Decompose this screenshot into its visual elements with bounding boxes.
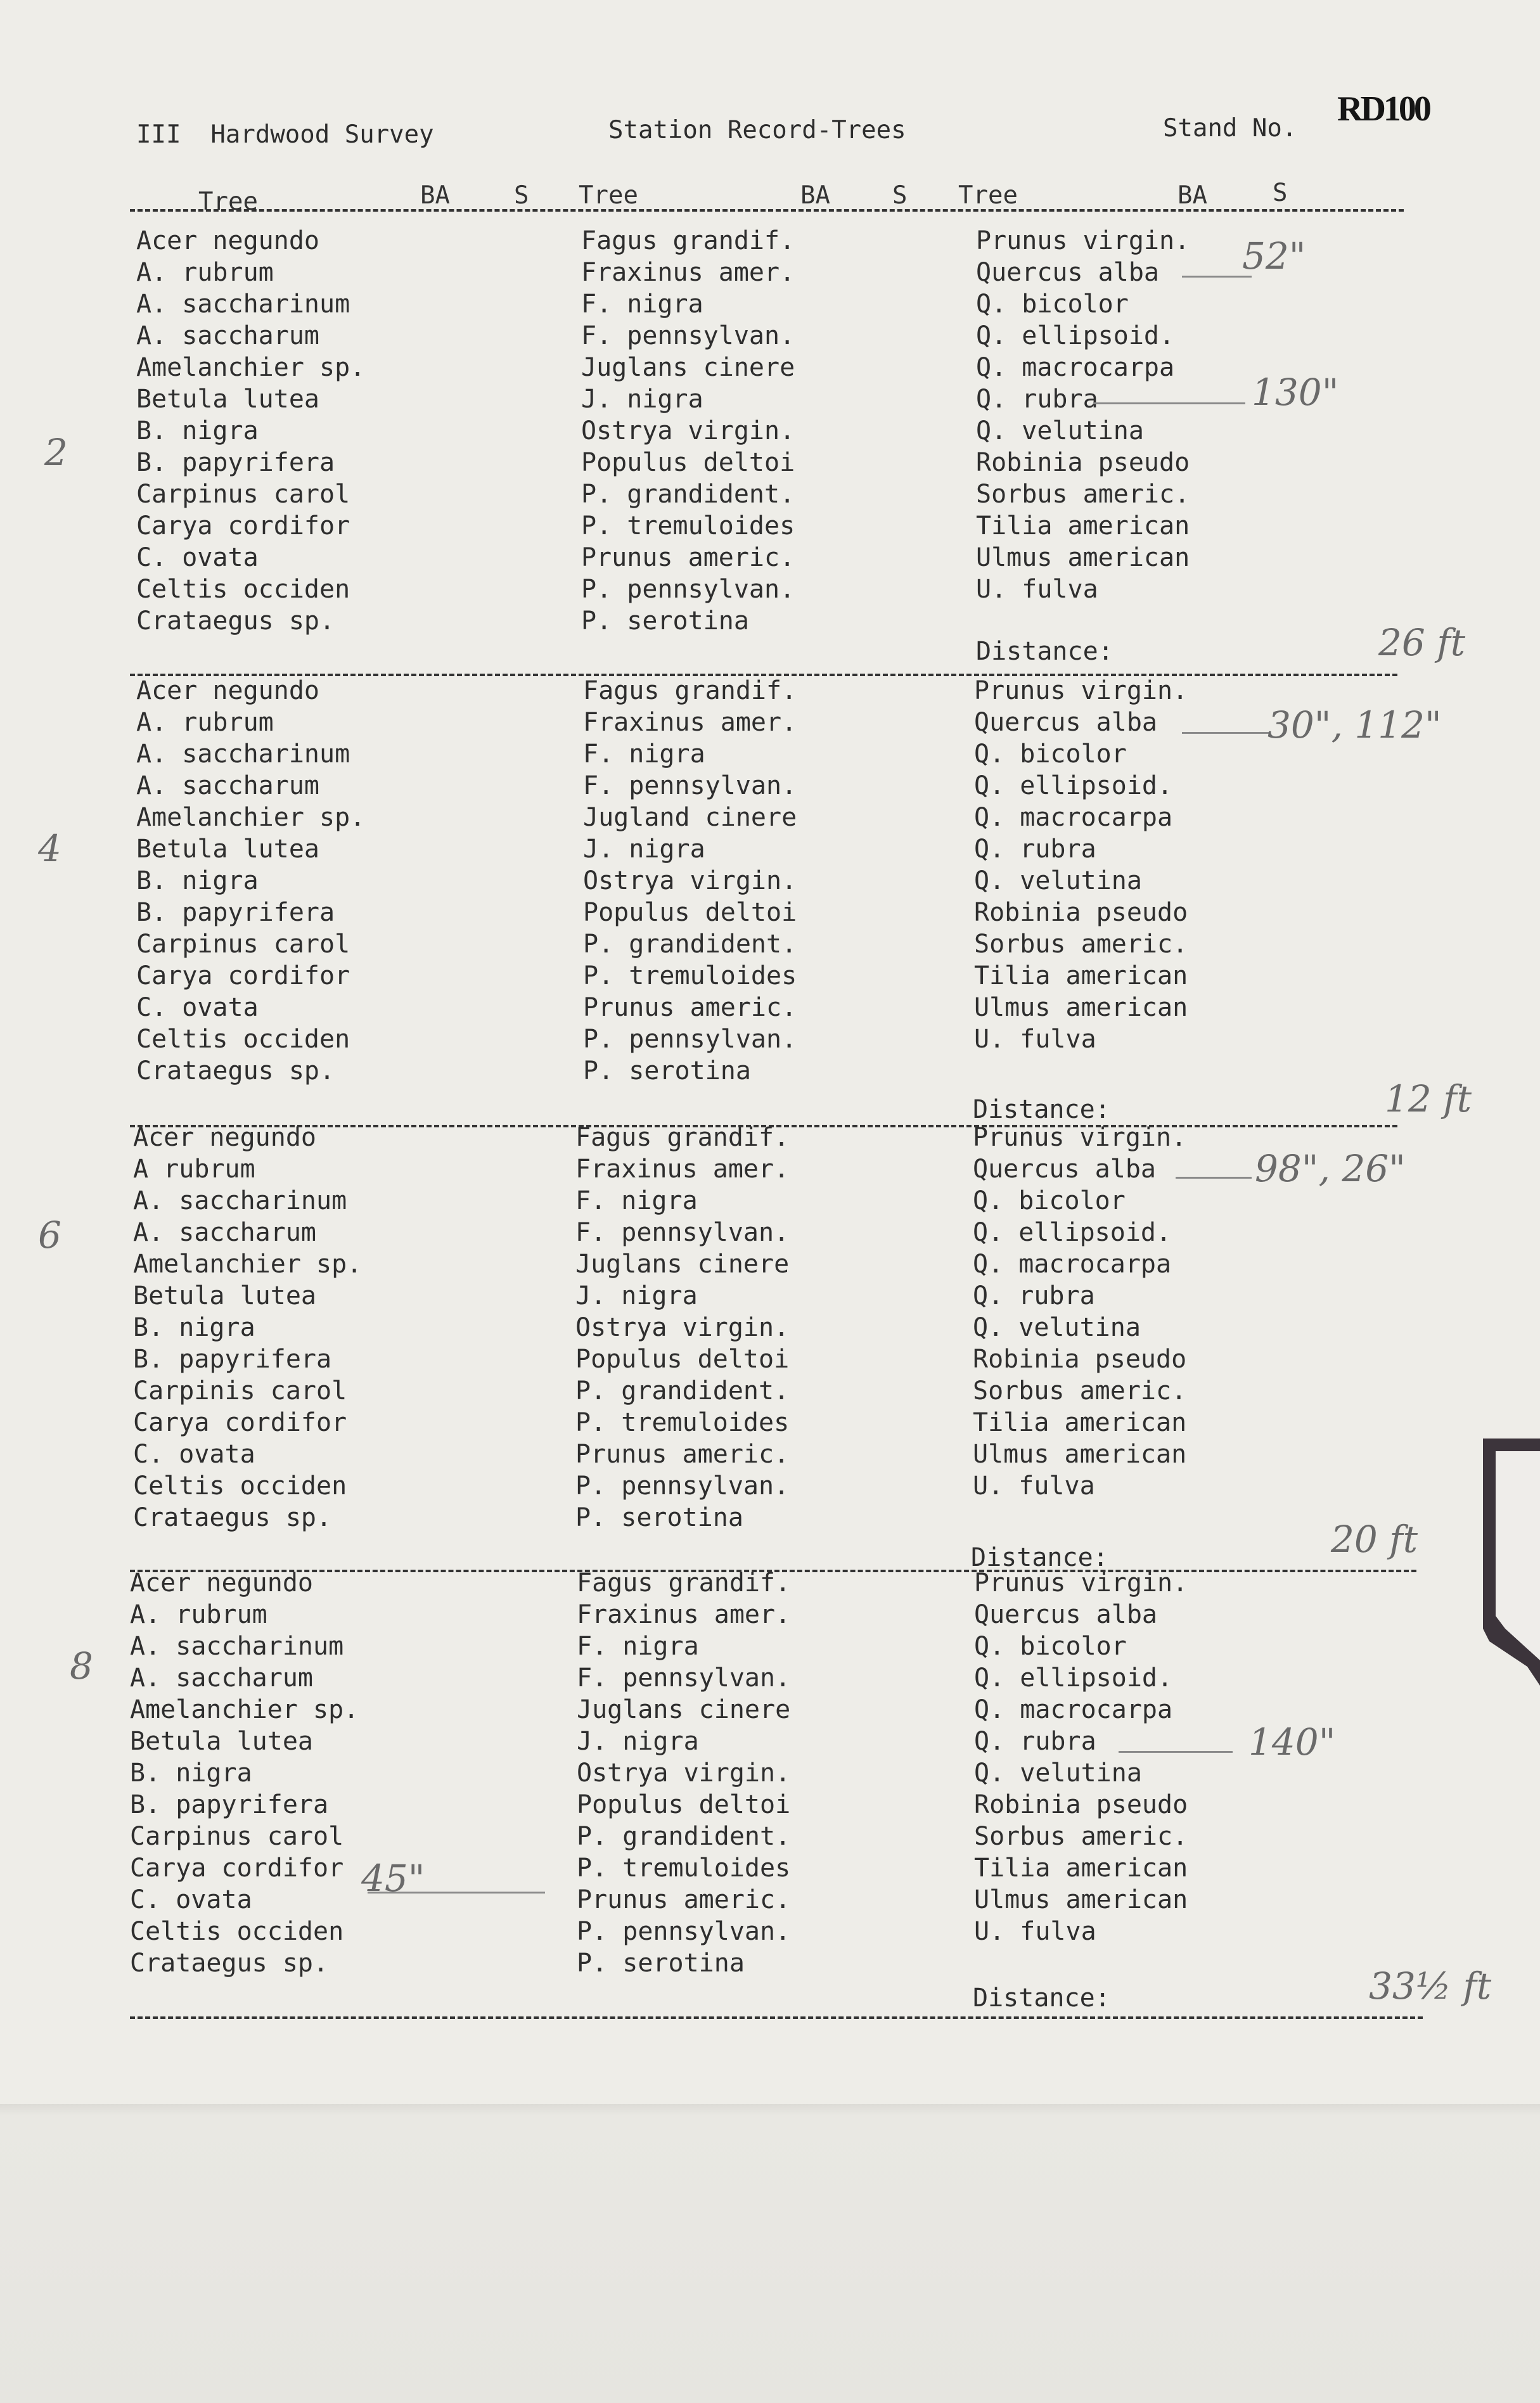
tree-entry: Sorbus americ. xyxy=(973,1376,1187,1406)
tree-entry: Fraxinus amer. xyxy=(577,1600,791,1629)
tree-entry: A. rubrum xyxy=(130,1600,267,1629)
tree-entry: Sorbus americ. xyxy=(974,1822,1188,1851)
handwritten-distance: 26 ft xyxy=(1378,621,1466,664)
tree-entry: Robinia pseudo xyxy=(976,448,1190,477)
tree-entry: B. papyrifera xyxy=(133,1345,332,1374)
tree-entry: Q. rubra xyxy=(974,1727,1096,1756)
tree-entry: Prunus virgin. xyxy=(973,1123,1187,1152)
margin-mark: 8 xyxy=(70,1644,93,1688)
tree-entry: J. nigra xyxy=(575,1281,698,1310)
tree-entry: Carya cordifor xyxy=(130,1854,344,1883)
tree-entry: Acer negundo xyxy=(133,1123,316,1152)
annotation-line xyxy=(1119,1751,1233,1753)
tree-entry: Betula lutea xyxy=(133,1281,316,1310)
tree-entry: B. nigra xyxy=(133,1313,255,1342)
tree-entry: C. ovata xyxy=(136,543,259,572)
tree-entry: Q. rubra xyxy=(976,385,1098,414)
tree-entry: A. saccharinum xyxy=(133,1186,347,1215)
handwritten-note: 52" xyxy=(1242,234,1306,278)
section-4-column-2 xyxy=(577,1567,790,1979)
tree-entry: Amelanchier sp. xyxy=(133,1250,363,1279)
tree-entry: Betula lutea xyxy=(136,835,319,864)
tree-entry: Populus deltoi xyxy=(575,1345,790,1374)
tree-entry: Celtis occiden xyxy=(136,575,350,604)
tree-entry: A. rubrum xyxy=(136,708,274,737)
tree-entry: Carpinus carol xyxy=(136,930,350,959)
tree-entry: Celtis occiden xyxy=(136,1025,350,1054)
tree-entry: Q. ellipsoid. xyxy=(974,771,1173,800)
col-header-ba-2: BA xyxy=(800,181,830,210)
tree-entry: Carya cordifor xyxy=(136,511,350,541)
tree-entry: Q. macrocarpa xyxy=(973,1250,1172,1279)
annotation-line xyxy=(1093,402,1245,404)
tree-entry: Robinia pseudo xyxy=(973,1345,1187,1374)
tree-entry: Tilia american xyxy=(976,511,1190,541)
margin-mark: 4 xyxy=(38,827,61,870)
col-header-ba-3: BA xyxy=(1177,181,1207,210)
tree-entry: Juglans cinere xyxy=(577,1695,791,1724)
tree-entry: Q. velutina xyxy=(973,1313,1141,1342)
tree-entry: F. pennsylvan. xyxy=(583,771,797,800)
tree-entry: Robinia pseudo xyxy=(974,1790,1188,1819)
annotation-line xyxy=(1182,732,1271,734)
tree-entry: Prunus americ. xyxy=(581,543,795,572)
tree-entry: F. nigra xyxy=(575,1186,698,1215)
tree-entry: Robinia pseudo xyxy=(974,898,1188,927)
tree-entry: Ulmus american xyxy=(976,543,1190,572)
tree-entry: Sorbus americ. xyxy=(976,480,1190,509)
tree-entry: Q. macrocarpa xyxy=(976,353,1175,382)
tree-entry: Carya cordifor xyxy=(136,961,350,990)
tree-entry: F. pennsylvan. xyxy=(575,1218,790,1247)
tree-entry: Fraxinus amer. xyxy=(583,708,797,737)
tree-entry: Fagus grandif. xyxy=(583,676,797,705)
tree-entry: F. pennsylvan. xyxy=(581,321,795,350)
tree-entry: Q. velutina xyxy=(974,866,1142,895)
tree-entry: Crataegus sp. xyxy=(130,1949,329,1978)
tree-entry: Q. velutina xyxy=(974,1759,1142,1788)
handwritten-note: 140" xyxy=(1248,1721,1336,1764)
tree-entry: Juglans cinere xyxy=(581,353,795,382)
tree-entry: Jugland cinere xyxy=(583,803,797,832)
tree-entry: Celtis occiden xyxy=(133,1471,347,1501)
tree-entry: P. serotina xyxy=(575,1503,743,1532)
tree-entry: P. tremuloides xyxy=(577,1854,791,1883)
tree-entry: Betula lutea xyxy=(130,1727,313,1756)
tree-entry: F. nigra xyxy=(581,290,703,319)
tree-entry: Ostrya virgin. xyxy=(581,416,795,445)
col-header-s-2: S xyxy=(892,181,908,210)
annotation-line xyxy=(1182,276,1252,278)
tree-entry: B. papyrifera xyxy=(130,1790,329,1819)
tree-entry: B. nigra xyxy=(136,866,259,895)
tree-entry: U. fulva xyxy=(973,1471,1095,1501)
tree-entry: P. grandident. xyxy=(577,1822,791,1851)
tree-entry: A rubrum xyxy=(133,1155,255,1184)
handwritten-note: 130" xyxy=(1252,371,1339,414)
tree-entry: Acer negundo xyxy=(136,676,319,705)
tree-entry: P. serotina xyxy=(581,606,749,636)
tree-entry: P. tremuloides xyxy=(583,961,797,990)
tree-entry: Prunus americ. xyxy=(577,1885,791,1914)
tree-entry: Quercus alba xyxy=(976,258,1159,287)
tree-entry: Q. bicolor xyxy=(973,1186,1126,1215)
annotation-line xyxy=(1176,1177,1252,1179)
tree-entry: P. tremuloides xyxy=(581,511,795,541)
tree-entry: Ostrya virgin. xyxy=(583,866,797,895)
tree-entry: Amelanchier sp. xyxy=(136,353,366,382)
tree-entry: Q. macrocarpa xyxy=(974,1695,1173,1724)
tree-entry: A. saccharum xyxy=(136,321,319,350)
tree-entry: Amelanchier sp. xyxy=(130,1695,359,1724)
tree-entry: J. nigra xyxy=(583,835,705,864)
section-1-column-1 xyxy=(136,225,365,637)
tree-entry: Fraxinus amer. xyxy=(581,258,795,287)
handwritten-note: 45" xyxy=(361,1857,425,1900)
tree-entry: J. nigra xyxy=(581,385,703,414)
tree-entry: Carya cordifor xyxy=(133,1408,347,1437)
tree-entry: Amelanchier sp. xyxy=(136,803,366,832)
paper-tab-edge xyxy=(1477,1439,1540,1686)
tree-entry: Carpinis carol xyxy=(133,1376,347,1406)
tree-entry: Q. macrocarpa xyxy=(974,803,1173,832)
tree-entry: B. nigra xyxy=(130,1759,252,1788)
handwritten-distance: 20 ft xyxy=(1331,1518,1418,1561)
col-header-tree-2: Tree xyxy=(579,181,638,210)
distance-label: Distance: xyxy=(973,1095,1110,1124)
tree-entry: P. grandident. xyxy=(581,480,795,509)
tree-entry: Quercus alba xyxy=(973,1155,1156,1184)
tree-entry: B. nigra xyxy=(136,416,259,445)
tree-entry: A. saccharinum xyxy=(130,1632,344,1661)
section-3-column-1 xyxy=(133,1122,362,1534)
tree-entry: P. grandident. xyxy=(575,1376,790,1406)
tree-entry: P. pennsylvan. xyxy=(583,1025,797,1054)
tree-entry: Acer negundo xyxy=(136,226,319,255)
tree-entry: Crataegus sp. xyxy=(136,606,335,636)
stand-number-stamp: RD100 xyxy=(1337,89,1429,129)
section-2-column-3 xyxy=(974,675,1188,1055)
section-2-column-1 xyxy=(136,675,365,1087)
distance-label: Distance: xyxy=(973,1983,1110,2013)
tree-entry: Populus deltoi xyxy=(581,448,795,477)
tree-entry: Carpinus carol xyxy=(130,1822,344,1851)
tree-entry: C. ovata xyxy=(130,1885,252,1914)
tree-entry: Ostrya virgin. xyxy=(575,1313,790,1342)
tree-entry: Fagus grandif. xyxy=(575,1123,790,1152)
tree-entry: U. fulva xyxy=(974,1025,1096,1054)
tree-entry: Populus deltoi xyxy=(577,1790,791,1819)
tree-entry: Tilia american xyxy=(974,961,1188,990)
tree-entry: A. saccharinum xyxy=(136,740,350,769)
tree-entry: Quercus alba xyxy=(974,1600,1157,1629)
tree-entry: Q. bicolor xyxy=(976,290,1129,319)
tree-entry: U. fulva xyxy=(976,575,1098,604)
survey-title: III Hardwood Survey xyxy=(136,120,434,149)
tree-entry: Quercus alba xyxy=(974,708,1157,737)
tree-entry: A. rubrum xyxy=(136,258,274,287)
tree-entry: Ostrya virgin. xyxy=(577,1759,791,1788)
handwritten-distance: 33½ ft xyxy=(1369,1964,1492,2008)
paper-fold xyxy=(0,2104,1540,2403)
tree-entry: Q. bicolor xyxy=(974,740,1127,769)
tree-entry: Carpinus carol xyxy=(136,480,350,509)
tree-entry: B. papyrifera xyxy=(136,898,335,927)
tree-entry: Q. rubra xyxy=(973,1281,1095,1310)
tree-entry: A. saccharum xyxy=(136,771,319,800)
handwritten-distance: 12 ft xyxy=(1385,1077,1472,1120)
col-header-s-1: S xyxy=(514,181,529,210)
tree-entry: U. fulva xyxy=(974,1917,1096,1946)
margin-mark: 2 xyxy=(44,431,68,474)
tree-entry: P. pennsylvan. xyxy=(577,1917,791,1946)
tree-entry: F. nigra xyxy=(583,740,705,769)
tree-entry: A. saccharum xyxy=(133,1218,316,1247)
tree-entry: C. ovata xyxy=(136,993,259,1022)
handwritten-note: 30", 112" xyxy=(1267,703,1442,747)
tree-entry: Crataegus sp. xyxy=(136,1056,335,1086)
section-3-column-3 xyxy=(973,1122,1186,1502)
tree-entry: Tilia american xyxy=(973,1408,1187,1437)
tree-entry: Q. rubra xyxy=(974,835,1096,864)
tree-entry: Celtis occiden xyxy=(130,1917,344,1946)
tree-entry: Q. ellipsoid. xyxy=(973,1218,1172,1247)
tree-entry: P. pennsylvan. xyxy=(581,575,795,604)
margin-mark: 6 xyxy=(38,1214,61,1257)
station-section-1 xyxy=(0,225,1540,669)
tree-entry: Fagus grandif. xyxy=(581,226,795,255)
tree-entry: Crataegus sp. xyxy=(133,1503,332,1532)
tree-entry: A. saccharum xyxy=(130,1663,313,1693)
tree-entry: P. serotina xyxy=(577,1949,745,1978)
distance-label: Distance: xyxy=(971,1543,1108,1572)
section-1-column-2 xyxy=(581,225,795,637)
tree-entry: P. pennsylvan. xyxy=(575,1471,790,1501)
distance-label: Distance: xyxy=(976,637,1113,666)
section-2-column-2 xyxy=(583,675,797,1087)
tree-entry: Q. ellipsoid. xyxy=(974,1663,1173,1693)
tree-entry: Prunus virgin. xyxy=(974,1568,1188,1598)
tree-entry: P. serotina xyxy=(583,1056,751,1086)
tree-entry: Tilia american xyxy=(974,1854,1188,1883)
station-section-4 xyxy=(0,1567,1540,2011)
tree-entry: Juglans cinere xyxy=(575,1250,790,1279)
col-header-tree-1: Tree xyxy=(198,188,258,216)
header-divider xyxy=(130,209,1404,212)
tree-entry: Ulmus american xyxy=(974,993,1188,1022)
tree-entry: Ulmus american xyxy=(973,1440,1187,1469)
record-title: Station Record-Trees xyxy=(608,116,906,144)
tree-entry: B. papyrifera xyxy=(136,448,335,477)
tree-entry: Fraxinus amer. xyxy=(575,1155,790,1184)
tree-entry: Populus deltoi xyxy=(583,898,797,927)
stand-label: Stand No. xyxy=(1163,114,1297,143)
tree-entry: Q. velutina xyxy=(976,416,1144,445)
tree-entry: A. saccharinum xyxy=(136,290,350,319)
tree-entry: Ulmus american xyxy=(974,1885,1188,1914)
tree-entry: Sorbus americ. xyxy=(974,930,1188,959)
tree-entry: Fagus grandif. xyxy=(577,1568,791,1598)
tree-entry: Acer negundo xyxy=(130,1568,313,1598)
tree-entry: Prunus virgin. xyxy=(974,676,1188,705)
handwritten-note: 98", 26" xyxy=(1255,1147,1406,1190)
tree-entry: P. tremuloides xyxy=(575,1408,790,1437)
tree-entry: Prunus americ. xyxy=(575,1440,790,1469)
tree-entry: P. grandident. xyxy=(583,930,797,959)
section-4-column-3 xyxy=(974,1567,1188,1947)
col-header-ba-1: BA xyxy=(420,181,450,210)
tree-entry: Betula lutea xyxy=(136,385,319,414)
tree-entry: Q. bicolor xyxy=(974,1632,1127,1661)
col-header-s-3: S xyxy=(1273,179,1288,207)
section-4-column-1 xyxy=(130,1567,359,1979)
section-3-column-2 xyxy=(575,1122,789,1534)
tree-entry: C. ovata xyxy=(133,1440,255,1469)
col-header-tree-3: Tree xyxy=(958,181,1018,210)
tree-entry: Prunus virgin. xyxy=(976,226,1190,255)
tree-entry: J. nigra xyxy=(577,1727,699,1756)
tree-entry: Prunus americ. xyxy=(583,993,797,1022)
section-1-column-3 xyxy=(976,225,1190,605)
tree-entry: Q. ellipsoid. xyxy=(976,321,1175,350)
tree-entry: F. nigra xyxy=(577,1632,699,1661)
tree-entry: F. pennsylvan. xyxy=(577,1663,791,1693)
section-divider xyxy=(130,2016,1423,2019)
